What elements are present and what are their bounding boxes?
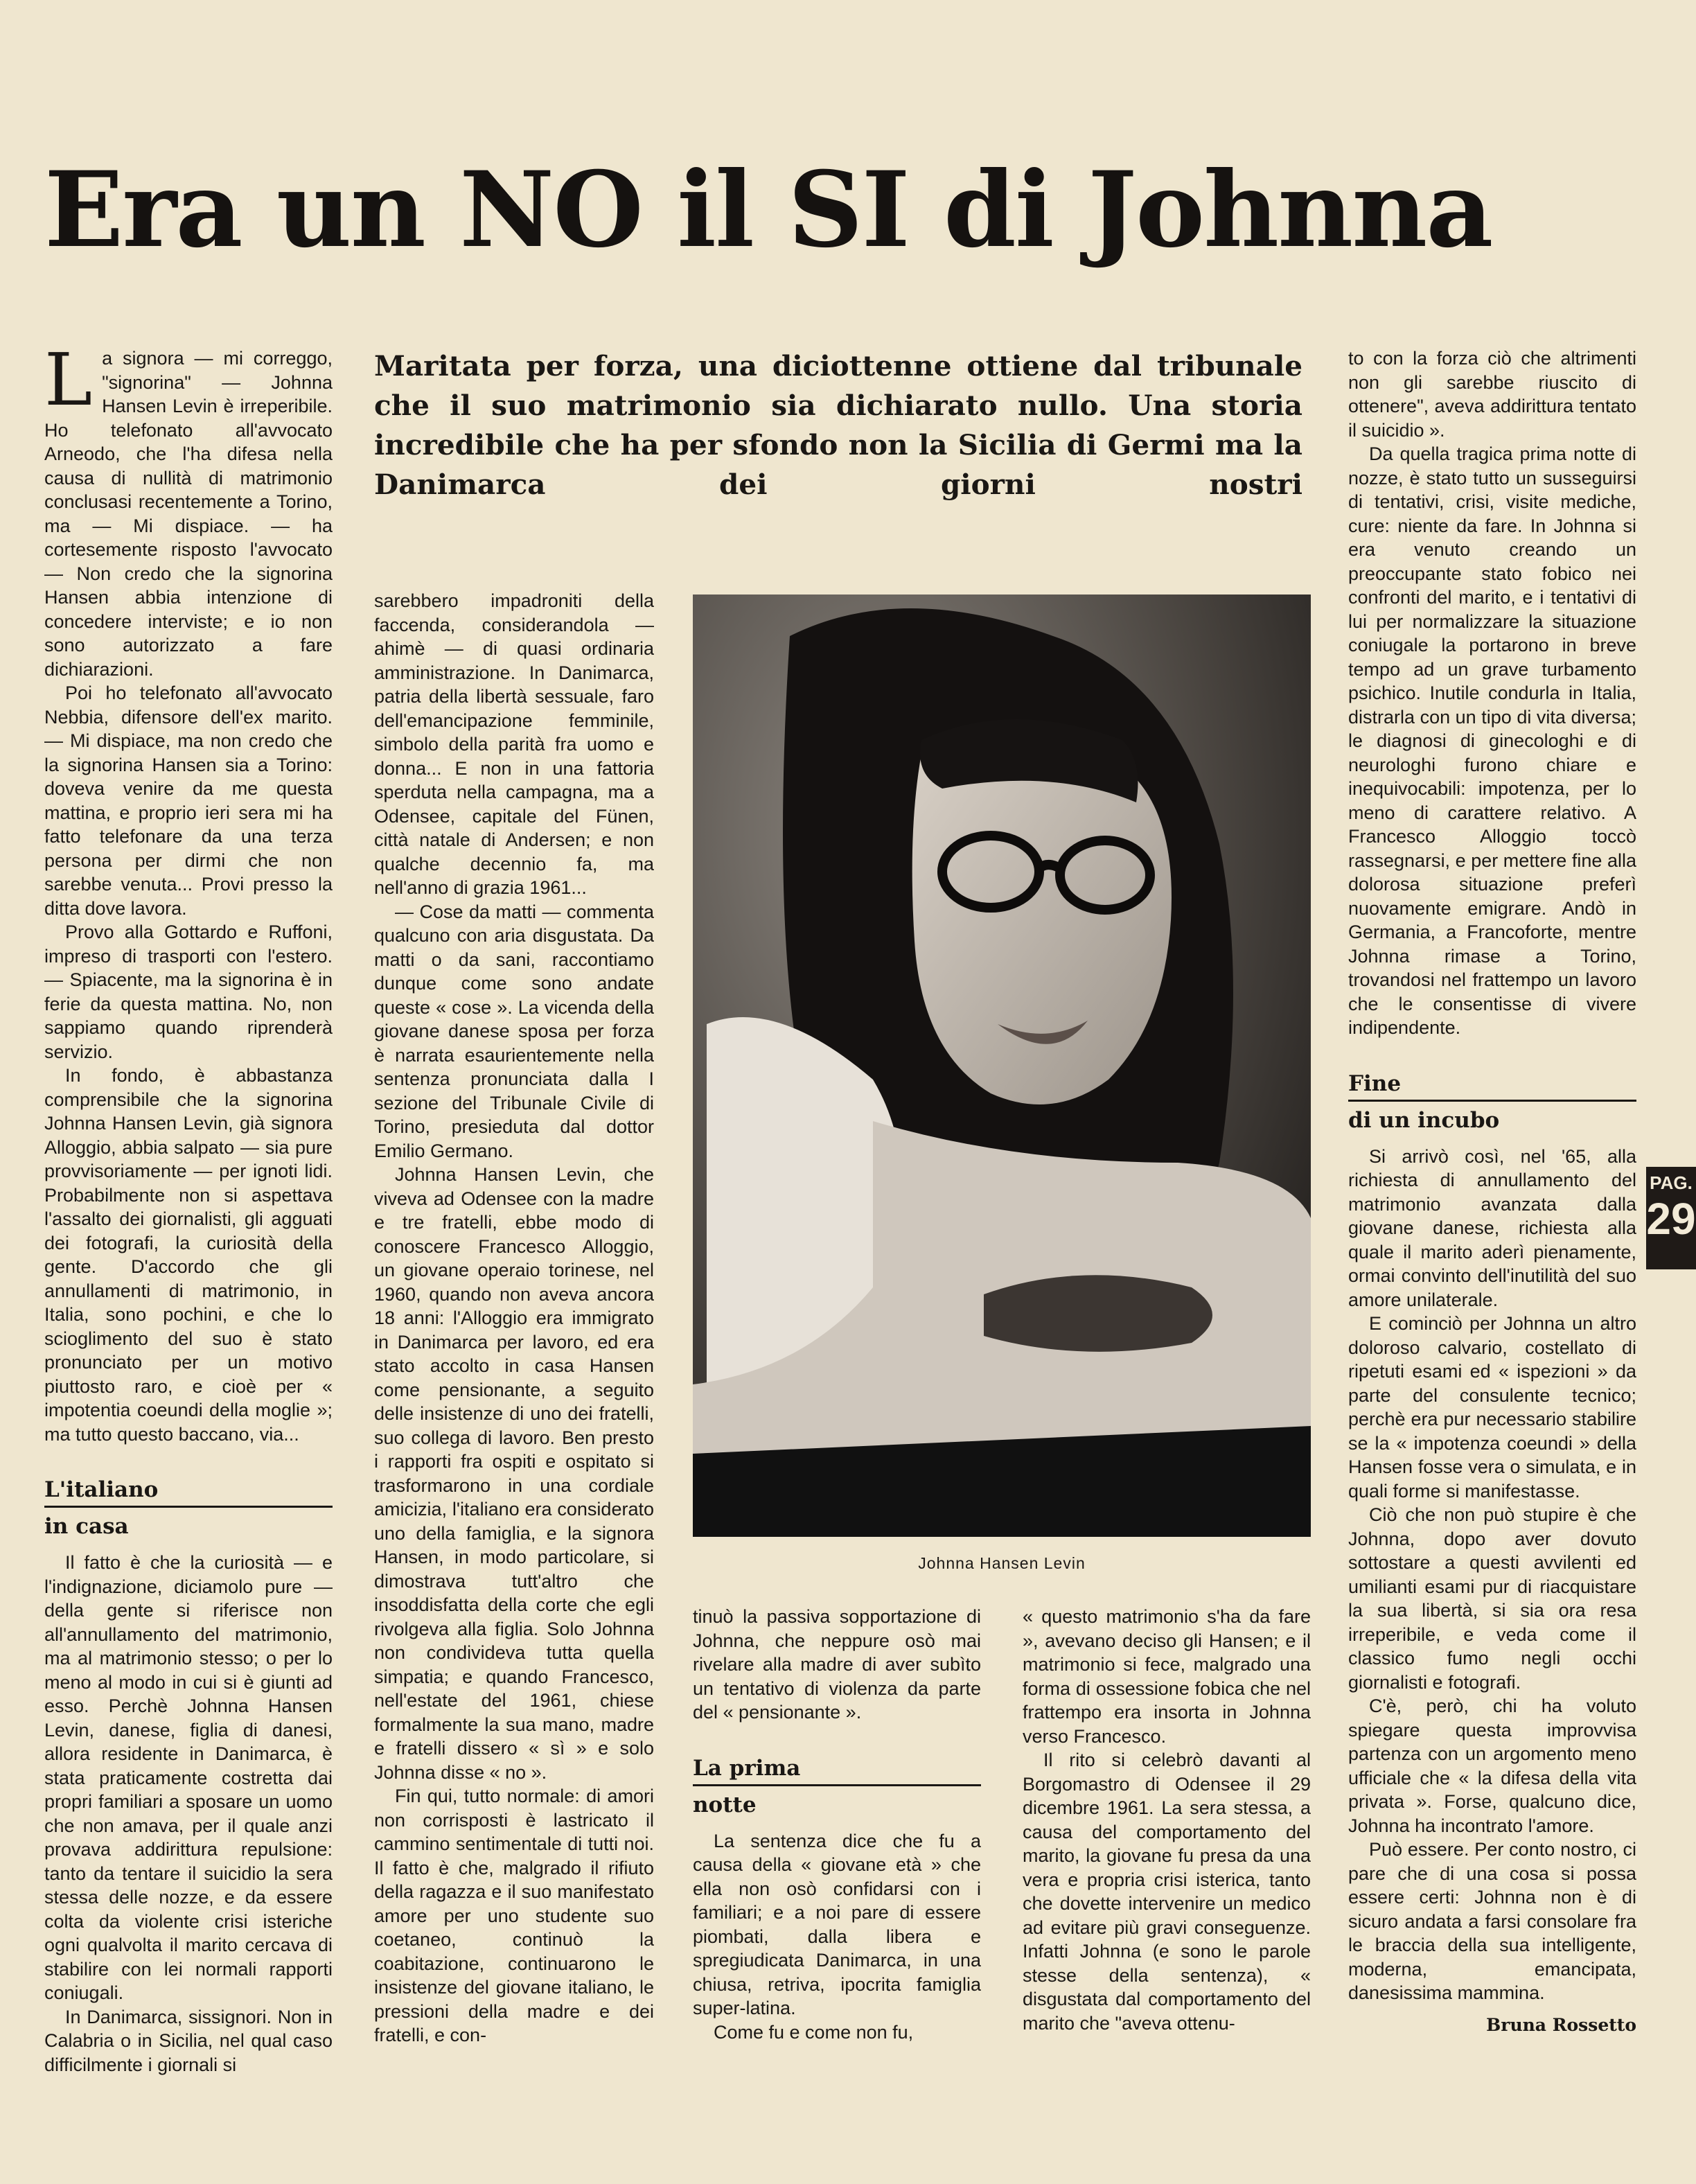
- section-heading: [44, 1474, 333, 1542]
- article-column-2: [374, 589, 654, 2120]
- paragraph: Può essere. Per conto nostro, ci pare che di una cosa si possa essere certi: Johnna non è di sicuro andata a farsi consolare fra le braccia della sua intelligente, moderna, emancipata, danesissima mammina.: [1348, 1839, 1636, 2003]
- photo-caption: Johnna Hansen Levin: [918, 1554, 1086, 1572]
- paragraph: Da quella tragica prima notte di nozze, è stato tutto un susseguirsi di tentativi, crisi, visite mediche, cure: niente da fare. In Johnna si era venuto creando un preoccupante stato fobico nei confronti del marito, e i tentativi di lui per normalizzare la situazione coniugale la portarono in breve tempo ad un grave turbamento psichico. Inutile condurla in Italia, distrarla con un tipo di vita diversa; le diagnosi di ginecologhi e di neurologhi furono chiare e inequivocabili: impotenza, per lo meno di carattere relativo. A Francesco Alloggio toccò rassegnarsi, e per mettere fine alla dolorosa situazione preferì nuovamente emigrare. Andò in Germania, a Francoforte, mentre Johnna rimase a Torino, trovandosi nel frattempo un lavoro che le consentisse di vivere indipendente.: [1348, 443, 1636, 1038]
- section-heading-line-1: La prima: [693, 1752, 981, 1786]
- paragraph: Provo alla Gottardo e Ruffoni, impreso di trasporti con l'estero. — Spiacente, ma la signorina è in ferie da questa mattina. No, non sappiamo quando riprenderà servizio.: [44, 922, 333, 1062]
- paragraph: Fin qui, tutto normale: di amori non corrisposti è lastricato il cammino sentimentale di tutti noi. Il fatto è che, malgrado il rifiuto della ragazza e il suo manifestato amore per uno studente suo coetaneo, continuò la coabitazione, continuarono le insistenze del giovane italiano, le pressioni della madre e dei fratelli, e con-: [374, 1786, 654, 2045]
- article-deck: Maritata per forza, una diciottenne ottiene dal tribunale che il suo matrimonio sia dichiarato nullo. Una storia incredibile che ha per sfondo non la Sicilia di Germi ma la Danimarca dei giorni nostri: [374, 349, 1302, 501]
- paragraph: Johnna Hansen Levin, che viveva ad Odensee con la madre e tre fratelli, ebbe modo di conoscere Francesco Alloggio, un giovane operaio torinese, nel 1960, quando non aveva ancora 18 anni: l'Alloggio era immigrato in Danimarca per lavoro, ed era stato accolto in casa Hansen come pensionante, a seguito delle insistenze di uno dei fratelli, suo collega di lavoro. Ben presto i rapporti fra ospiti e ospitato si trasformarono in una cordiale amicizia, l'italiano era considerato uno della famiglia, e la signora Hansen, in modo particolare, si dimostrava tutt'altro che insoddisfatta della corte che egli rivolgeva alla figlia. Solo Johnna non condivideva tutta quella simpatia; e quando Francesco, nell'estate del 1961, chiese formalmente la sua mano, madre e fratelli dissero « sì » e solo Johnna disse « no ».: [374, 1164, 654, 1783]
- section-heading-line-2: notte: [693, 1792, 757, 1817]
- paragraph: La signora — mi correggo, "signorina" — Johnna Hansen Levin è irreperibile. Ho telefonato all'avvocato Arneodo, che l'ha difesa nella causa di nullità di matrimonio conclusasi recentemente a Torino, ma — Mi dispiace. — ha cortesemente risposto l'avvocato — Non credo che la signorina Hansen abbia intenzione di concedere interviste; e io non sono autorizzato a fare dichiarazioni.: [44, 346, 333, 680]
- paragraph: E cominciò per Johnna un altro doloroso calvario, costellato di ripetuti esami ed « ispezioni » da parte del consulente tecnico; perchè era pur necessario stabilire se la « impotenza coeundi » della Hansen fosse vera o simulata, e in quali forme si manifestasse.: [1348, 1313, 1636, 1502]
- portrait-photo: [693, 595, 1311, 1537]
- drop-cap: L: [44, 346, 93, 422]
- page-number: 29: [1646, 1194, 1696, 1244]
- author-signature: Bruna Rossetto: [1486, 2015, 1636, 2035]
- paragraph: sarebbero impadroniti della faccenda, considerandola — ahimè — di quasi ordinaria amministrazione. In Danimarca, patria della libertà sessuale, faro dell'emancipazione femminile, simbolo della parità fra uomo e donna... E non in una fattoria sperduta nella campagna, ma a Odensee, capitale del Fünen, città natale di Andersen; e non qualche decennio fa, ma nell'anno di grazia 1961...: [374, 590, 654, 898]
- headline: Era un NO il SI di Johnna: [44, 149, 1492, 271]
- paragraph: C'è, però, chi ha voluto spiegare questa improvvisa partenza con un argomento meno ufficiale che « la difesa della vita privata ». Forse, qualcuno dice, Johnna ha incontrato l'amore.: [1348, 1696, 1636, 1836]
- section-heading: [1348, 1068, 1636, 1136]
- paragraph: Il rito si celebrò davanti al Borgomastro di Odensee il 29 dicembre 1961. La sera stessa, a causa del comportamento del marito, la giovane fu presa da una vera e propria crisi isterica, tanto che dovette intervenire un medico ad evitare più gravi conseguenze. Infatti Johnna (e sono le parole stesse della sentenza), « disgustata dal comportamento del marito che "aveva ottenu-: [1023, 1750, 1311, 2034]
- paragraph: La sentenza dice che fu a causa della « giovane età » che ella non osò confidarsi con i familiari; e a noi pare di essere piombati, dalla libera e spregiudicata Danimarca, in una chiusa, retriva, ipocrita famiglia super-latina.: [693, 1830, 981, 2018]
- page-number-tab: [1646, 1167, 1696, 1269]
- paragraph: Il fatto è che la curiosità — e l'indignazione, diciamolo pure — della gente si riferisce non all'annullamento del matrimonio, ma al matrimonio stesso; o per lo meno al modo in cui si è giunti ad esso. Perchè Johnna Hansen Levin, danese, figlia di danesi, allora residente in Danimarca, è stata praticamente costretta dai propri familiari a sposare un uomo che non amava, per il quale anzi provava addirittura repulsione: tanto da tentare il suicidio la sera stessa delle nozze, e da essere colta da violente crisi isteriche ogni qualvolta il marito cercava di stabilire con lei normali rapporti coniugali.: [44, 1552, 333, 2003]
- paragraph: to con la forza ciò che altrimenti non gli sarebbe riuscito di ottenere", aveva addirittura tentato il suicidio ».: [1348, 348, 1636, 441]
- section-heading: [693, 1752, 981, 1821]
- article-column-3: [693, 1605, 981, 2120]
- paragraph: Come fu e come non fu,: [714, 2021, 914, 2043]
- paragraph: Poi ho telefonato all'avvocato Nebbia, difensore dell'ex marito. — Mi dispiace, ma non credo che la signorina Hansen sia a Torino: doveva venire da me questa mattina, e proprio ieri sera mi ha fatto telefonare da una terza persona per dirmi che non sarebbe venuta... Provi presso la ditta dove lavora.: [44, 682, 333, 919]
- article-column-4: [1023, 1605, 1311, 2120]
- portrait-image: [693, 595, 1311, 1537]
- section-heading-line-2: di un incubo: [1348, 1107, 1500, 1133]
- paragraph: In fondo, è abbastanza comprensibile che la signorina Johnna Hansen Levin, già signora Alloggio, abbia salpato — sia pure provvisoriamente — per ignoti lidi. Probabilmente non si aspettava l'assalto dei giornalisti, gli agguati dei fotografi, la curiosità della gente. D'accordo che gli annullamenti di matrimonio, in Italia, sono pochini, e che lo scioglimento del suo è stato pronunciato per un motivo piuttosto raro, e cioè per « impotentia coeundi della moglie »; ma tutto questo baccano, via...: [44, 1065, 333, 1445]
- section-heading-line-1: L'italiano: [44, 1474, 333, 1508]
- paragraph: Si arrivò così, nel '65, alla richiesta di annullamento del matrimonio avanzata dalla giovane danese, richiesta alla quale il marito aderì pienamente, ormai convinto dell'inutilità del suo amore unilaterale.: [1348, 1145, 1636, 1310]
- paragraph: Ciò che non può stupire è che Johnna, dopo aver dovuto sottostare a questi avvilenti ed umilianti esami pur di riacquistare la sua libertà, si sia ora resa irreperibile, e veda come il classico fumo negli occhi giornalisti e fotografi.: [1348, 1504, 1636, 1693]
- section-heading-line-2: in casa: [44, 1514, 129, 1539]
- paragraph: In Danimarca, sissignori. Non in Calabria o in Sicilia, nel qual caso difficilmente i giornali si: [44, 2006, 333, 2075]
- article-column-5: [1348, 346, 1636, 2009]
- page-label: PAG.: [1650, 1172, 1693, 1193]
- paragraph: — Cose da matti — commenta qualcuno con aria disgustata. Da matti o da sani, raccontiamo dunque come sono andate queste « cose ». La vicenda della giovane danese sposa per forza è narrata esaurientemente nella sentenza pronunciata dalla I sezione del Tribunale Civile di Torino, presieduta dal dottor Emilio Germano.: [374, 901, 654, 1161]
- paragraph: tinuò la passiva sopportazione di Johnna, che neppure osò mai rivelare alla madre di aver subìto un tentativo di violenza da parte del « pensionante ».: [693, 1606, 981, 1723]
- paragraph: « questo matrimonio s'ha da fare », avevano deciso gli Hansen; e il matrimonio si fece, malgrado una forma di ossessione fobica che nel frattempo era insorta in Johnna verso Francesco.: [1023, 1606, 1311, 1747]
- article-column-1: [44, 346, 333, 2120]
- section-heading-line-1: Fine: [1348, 1068, 1636, 1102]
